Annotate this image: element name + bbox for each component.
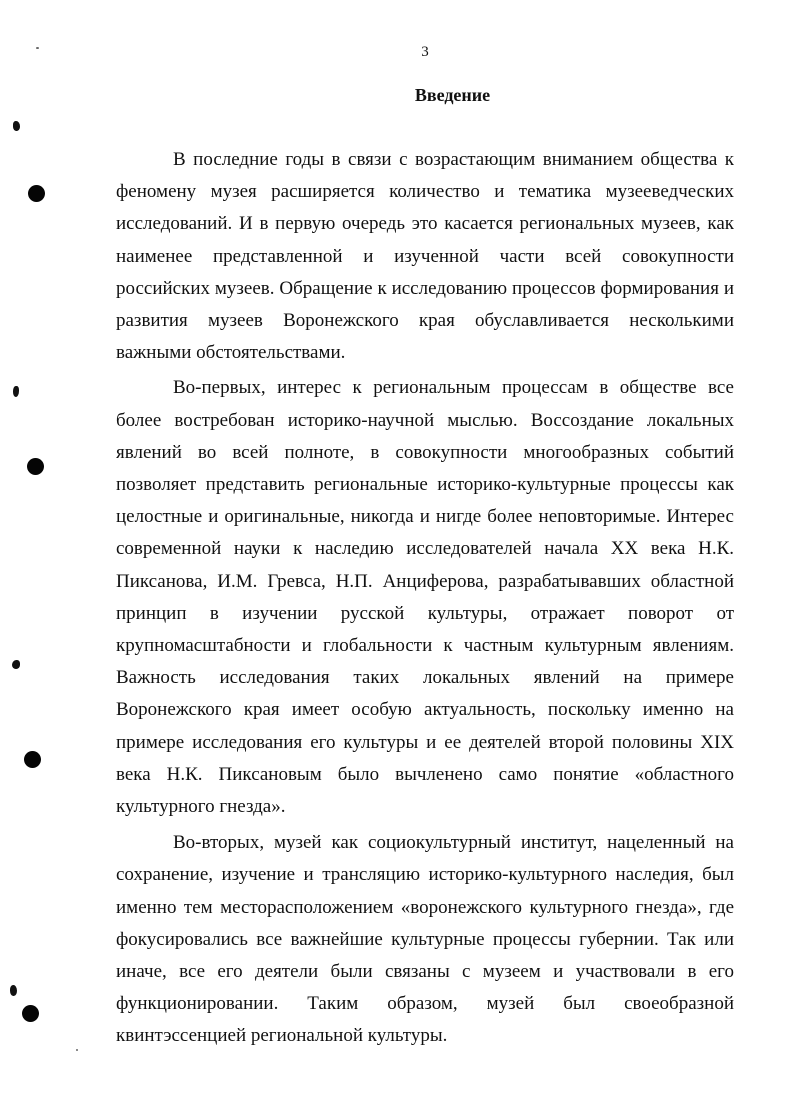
punch-hole <box>24 751 41 768</box>
paragraph: Во-вторых, музей как социокультурный институт, нацеленный на сохранение, изучение и трансляцию историко-культурного наследия, был именно тем месторасположением «воронежского культурного гнезда», где фокусировались все важнейшие культурные процессы губернии. Так или иначе, все его деятели были связаны с музеем и участвовали в его функционировании. Таким образом, музей был своеобразной квинтэссенцией региональной культуры. <box>116 832 734 1047</box>
scan-speck <box>76 1049 78 1051</box>
paragraph: Во-первых, интерес к региональным процессам в обществе все более востребован историко-научной мыслью. Воссоздание локальных явлений во всей полноте, в совокупности многообразных событий позволяет представить региональные историко-культурные процессы как целостные и оригинальные, никогда и нигде более неповторимые. Интерес современной науки к наследию исследователей начала XX века Н.К. Пиксанова, И.М. Гревса, Н.П. Анциферова, разрабатывавших областной принцип в изучении русской культуры, отражает поворот от крупномасштабности и глобальности к частным культурным явлениям. Важность исследования таких локальных явлений на примере Воронежского края имеет особую актуальность, поскольку именно на примере исследования его культуры и ее деятелей второй половины XIX века Н.К. Пиксановым было вычленено само понятие «областного культурного гнезда». <box>116 377 734 818</box>
scan-smudge <box>13 121 20 131</box>
page-number: 3 <box>421 44 429 60</box>
body-text <box>116 144 734 1053</box>
scan-smudge <box>12 660 20 669</box>
paragraph: В последние годы в связи с возрастающим вниманием общества к феномену музея расширяется количество и тематика музееведческих исследований. И в первую очередь это касается региональных музеев, как наименее представленной и изученной части всей совокупности российских музеев. Обращение к исследованию процессов формирования и развития музеев Воронежского края обуславливается несколькими важными обстоятельствами. <box>116 149 734 364</box>
punch-hole <box>27 458 44 475</box>
punch-hole <box>28 185 45 202</box>
scan-smudge <box>13 386 19 397</box>
page-title: Введение <box>414 85 491 105</box>
scan-smudge <box>10 985 17 996</box>
punch-hole <box>22 1005 39 1022</box>
